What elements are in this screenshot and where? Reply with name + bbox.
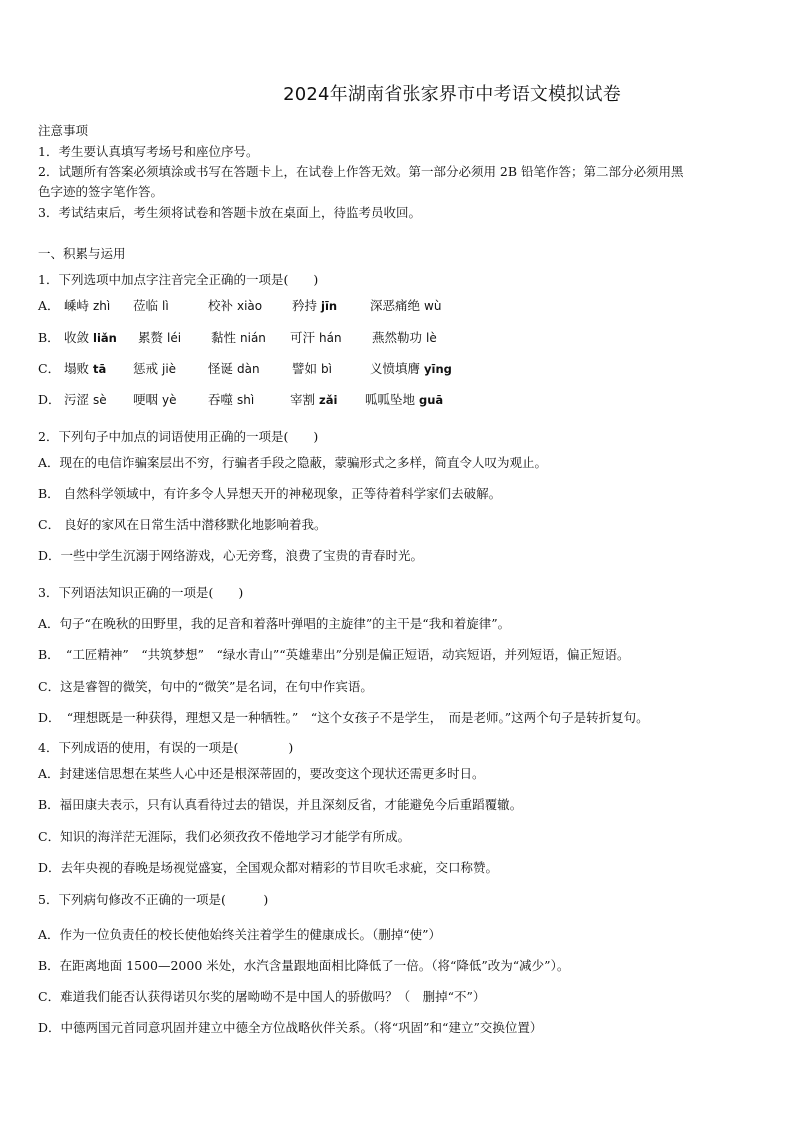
option-label: D． [38, 392, 61, 407]
pinyin: xiào [237, 299, 263, 313]
page-title: 2024年湖南省张家界市中考语文模拟试卷 [283, 84, 621, 105]
question-3-option-c: C．这是睿智的微笑，句中的“微笑”是名词，在句中作宾语。 [38, 679, 373, 694]
pinyin: sè [93, 393, 107, 407]
word: 矜持 [292, 298, 318, 313]
word: 怪诞 [208, 361, 234, 376]
question-2-option-a: A．现在的电信诈骗案层出不穷，行骗者手段之隐蔽，蒙骗形式之多样，简直令人叹为观止。 [38, 455, 548, 470]
pinyin: zǎi [319, 393, 338, 407]
option-label: A． [38, 298, 60, 313]
word: 义愤填膺 [370, 361, 421, 376]
question-2-option-d: D．一些中学生沉溺于网络游戏，心无旁骛，浪费了宝贵的青春时光。 [38, 548, 424, 563]
pinyin: léi [167, 331, 182, 345]
word: 收敛 [64, 330, 90, 345]
question-3-option-d: D． “理想既是一种获得，理想又是一种牺牲。” “这个女孩子不是学生， 而是老师。”这两个句子是转折复句。 [38, 710, 649, 725]
pinyin: jīn [321, 299, 338, 313]
word: 莅临 [133, 298, 159, 313]
pinyin: lì [162, 299, 169, 313]
word: 哽咽 [133, 392, 159, 407]
question-4-stem: 4．下列成语的使用，有误的一项是( ) [38, 740, 294, 755]
option-label: B． [38, 330, 60, 345]
question-2-option-b: B． 自然科学领域中，有许多令人异想天开的神秘现象，正等待着科学家们去破解。 [38, 486, 502, 501]
word: 累赘 [138, 330, 164, 345]
word: 可汗 [290, 330, 316, 345]
word: 校补 [208, 298, 234, 313]
pinyin: wù [424, 299, 442, 313]
question-4-option-d: D．去年央视的春晚是场视觉盛宴，全国观众都对精彩的节目吹毛求疵，交口称赞。 [38, 860, 499, 875]
pinyin: tā [93, 362, 107, 376]
question-3-option-a: A．句子“在晚秋的田野里，我的足音和着落叶弹唱的主旋律”的主干是“我和着旋律”。 [38, 616, 511, 631]
question-5-option-a: A．作为一位负责任的校长使他始终关注着学生的健康成长。（删掉“使”） [38, 927, 442, 942]
word: 污涩 [64, 392, 90, 407]
question-3-stem: 3．下列语法知识正确的一项是( ) [38, 585, 244, 600]
pinyin: yè [162, 393, 177, 407]
notice-item-2-cont: 色字迹的签字笔作答。 [38, 184, 164, 199]
word: 惩戒 [133, 361, 159, 376]
pinyin: dàn [237, 362, 260, 376]
pinyin: nián [240, 331, 266, 345]
word: 吞噬 [208, 392, 234, 407]
pinyin: bì [321, 362, 332, 376]
question-5-option-c: C．难道我们能否认获得诺贝尔奖的屠呦呦不是中国人的骄傲吗？（ 删掉“不”） [38, 989, 486, 1004]
word: 譬如 [292, 361, 318, 376]
question-5-stem: 5．下列病句修改不正确的一项是( ) [38, 892, 269, 907]
section-heading: 一、积累与运用 [38, 246, 126, 261]
pinyin: shì [237, 393, 255, 407]
notice-item-1: 1．考生要认真填写考场号和座位序号。 [38, 144, 259, 159]
pinyin: guā [419, 393, 444, 407]
word: 黏性 [211, 330, 237, 345]
notice-heading: 注意事项 [38, 123, 89, 138]
question-2-stem: 2．下列句子中加点的词语使用正确的一项是( ) [38, 429, 319, 444]
question-4-option-a: A．封建迷信思想在某些人心中还是根深蒂固的，要改变这个现状还需更多时日。 [38, 766, 485, 781]
pinyin: yīng [424, 362, 452, 376]
word: 呱呱坠地 [365, 392, 416, 407]
question-2-option-c: C． 良好的家风在日常生活中潜移默化地影响着我。 [38, 517, 327, 532]
pinyin: liǎn [93, 331, 117, 345]
notice-item-2: 2．试题所有答案必须填涂或书写在答题卡上，在试卷上作答无效。第一部分必须用 2B 铅笔作答；第二部分必须用黑 [38, 164, 684, 179]
pinyin: zhì [93, 299, 111, 313]
word: 宰割 [290, 392, 316, 407]
question-4-option-b: B．福田康夫表示，只有认真看待过去的错误，并且深刻反省，才能避免今后重蹈覆辙。 [38, 797, 523, 812]
pinyin: jiè [162, 362, 177, 376]
word: 燕然勒功 [372, 330, 423, 345]
question-5-option-d: D．中德两国元首同意巩固并建立中德全方位战略伙伴关系。（将“巩固”和“建立”交换位置） [38, 1020, 543, 1035]
notice-item-3: 3．考试结束后，考生须将试卷和答题卡放在桌面上，待监考员收回。 [38, 205, 421, 220]
pinyin: hán [319, 331, 342, 345]
pinyin: lè [426, 331, 437, 345]
question-4-option-c: C．知识的海洋茫无涯际，我们必须孜孜不倦地学习才能学有所成。 [38, 829, 411, 844]
word: 嵊峙 [64, 298, 90, 313]
question-3-option-b: B． “工匠精神” “共筑梦想” “绿水青山”“英雄辈出”分别是偏正短语，动宾短语，并列短语，偏正短语。 [38, 647, 630, 662]
word: 塌败 [64, 361, 90, 376]
question-1-stem: 1．下列选项中加点字注音完全正确的一项是( ) [38, 272, 319, 287]
question-5-option-b: B．在距离地面 1500—2000 米处，水汽含量跟地面相比降低了一倍。（将“降低”改为“减少”）。 [38, 958, 570, 973]
word: 深恶痛绝 [370, 298, 421, 313]
option-label: C． [38, 361, 61, 376]
